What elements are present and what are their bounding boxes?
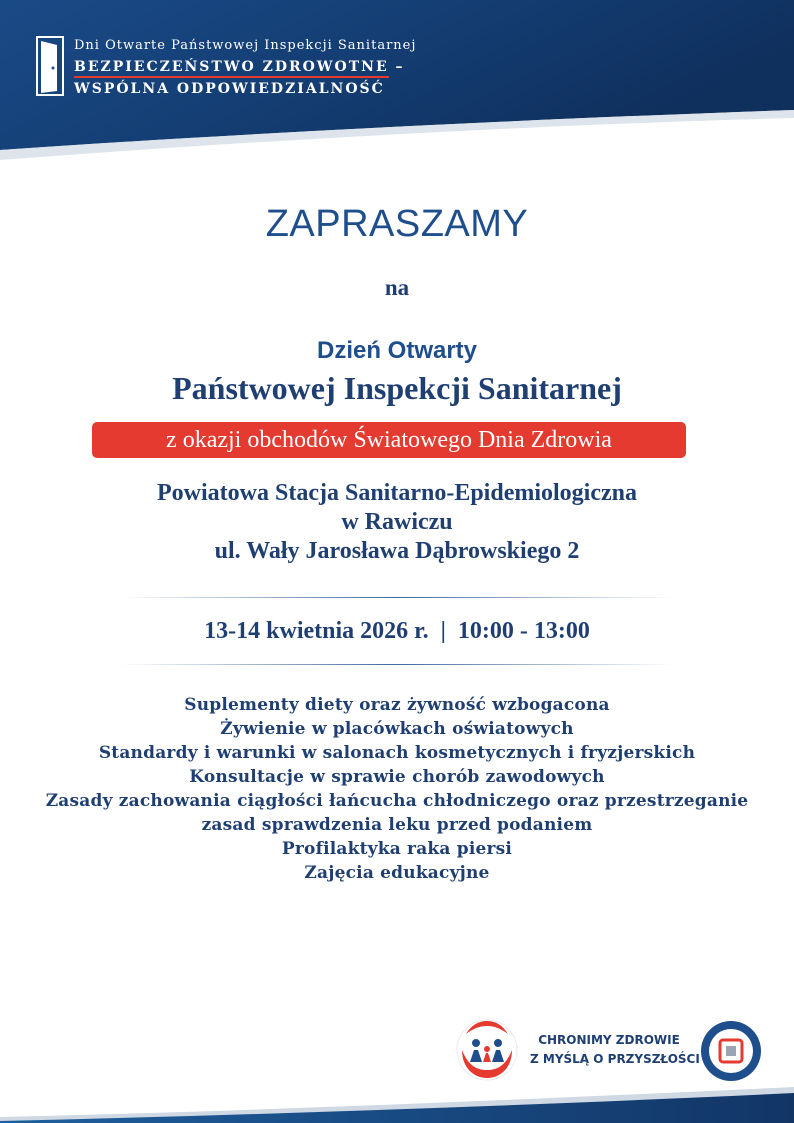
topic-item: Konsultacje w sprawie chorób zawodowych — [189, 767, 605, 787]
header-slogan-line2: WSPÓLNA ODPOWIEDZIALNOŚĆ — [74, 81, 385, 97]
address-line1: Powiatowa Stacja Sanitarno-Epidemiologiczna — [157, 480, 637, 506]
door-icon — [36, 36, 64, 96]
header-slogan-line1 — [74, 59, 405, 75]
topic-item: Suplementy diety oraz żywność wzbogacona — [184, 695, 610, 715]
topic-item: Zajęcia edukacyjne — [304, 863, 490, 883]
header-slogan-underlined: BEZPIECZEŃSTWO ZDROWOTNE — [74, 59, 389, 78]
footer-slogan-line2: Z MYŚLĄ O PRZYSZŁOŚCI — [530, 1052, 700, 1066]
topic-item: Zasady zachowania ciągłości łańcucha chłodniczego oraz przestrzeganie — [45, 791, 749, 811]
topic-item: zasad sprawdzenia leku przed podaniem — [201, 815, 593, 835]
na-text: na — [384, 275, 410, 300]
divider-top — [120, 597, 674, 598]
header-slogan-dash: – — [388, 59, 405, 75]
event-title-line2: Państwowej Inspekcji Sanitarnej — [172, 370, 622, 406]
footer-slogan — [530, 1031, 700, 1069]
footer-slogan-line1: CHRONIMY ZDROWIE — [538, 1033, 680, 1047]
family-hands-logo-icon — [457, 1020, 517, 1080]
event-title-line1: Dzień Otwarty — [316, 337, 478, 364]
footer-wave — [0, 1085, 794, 1123]
sanitary-inspection-seal-icon — [701, 1021, 761, 1081]
address-line2: w Rawiczu — [341, 509, 453, 535]
topic-item: Żywienie w placówkach oświatowych — [220, 719, 574, 739]
topic-item: Standardy i warunki w salonach kosmetycznych i fryzjerskich — [98, 743, 696, 763]
invite-heading: ZAPRASZAMY — [265, 203, 529, 245]
date-time: 13-14 kwietnia 2026 r. | 10:00 - 13:00 — [204, 618, 590, 644]
address-line3: ul. Wały Jarosława Dąbrowskiego 2 — [214, 538, 580, 564]
topic-item: Profilaktyka raka piersi — [281, 839, 513, 859]
occasion-banner: z okazji obchodów Światowego Dnia Zdrowia — [92, 422, 686, 458]
divider-bottom — [120, 664, 674, 665]
header-subtitle: Dni Otwarte Państwowej Inspekcji Sanitarnej — [74, 38, 417, 53]
